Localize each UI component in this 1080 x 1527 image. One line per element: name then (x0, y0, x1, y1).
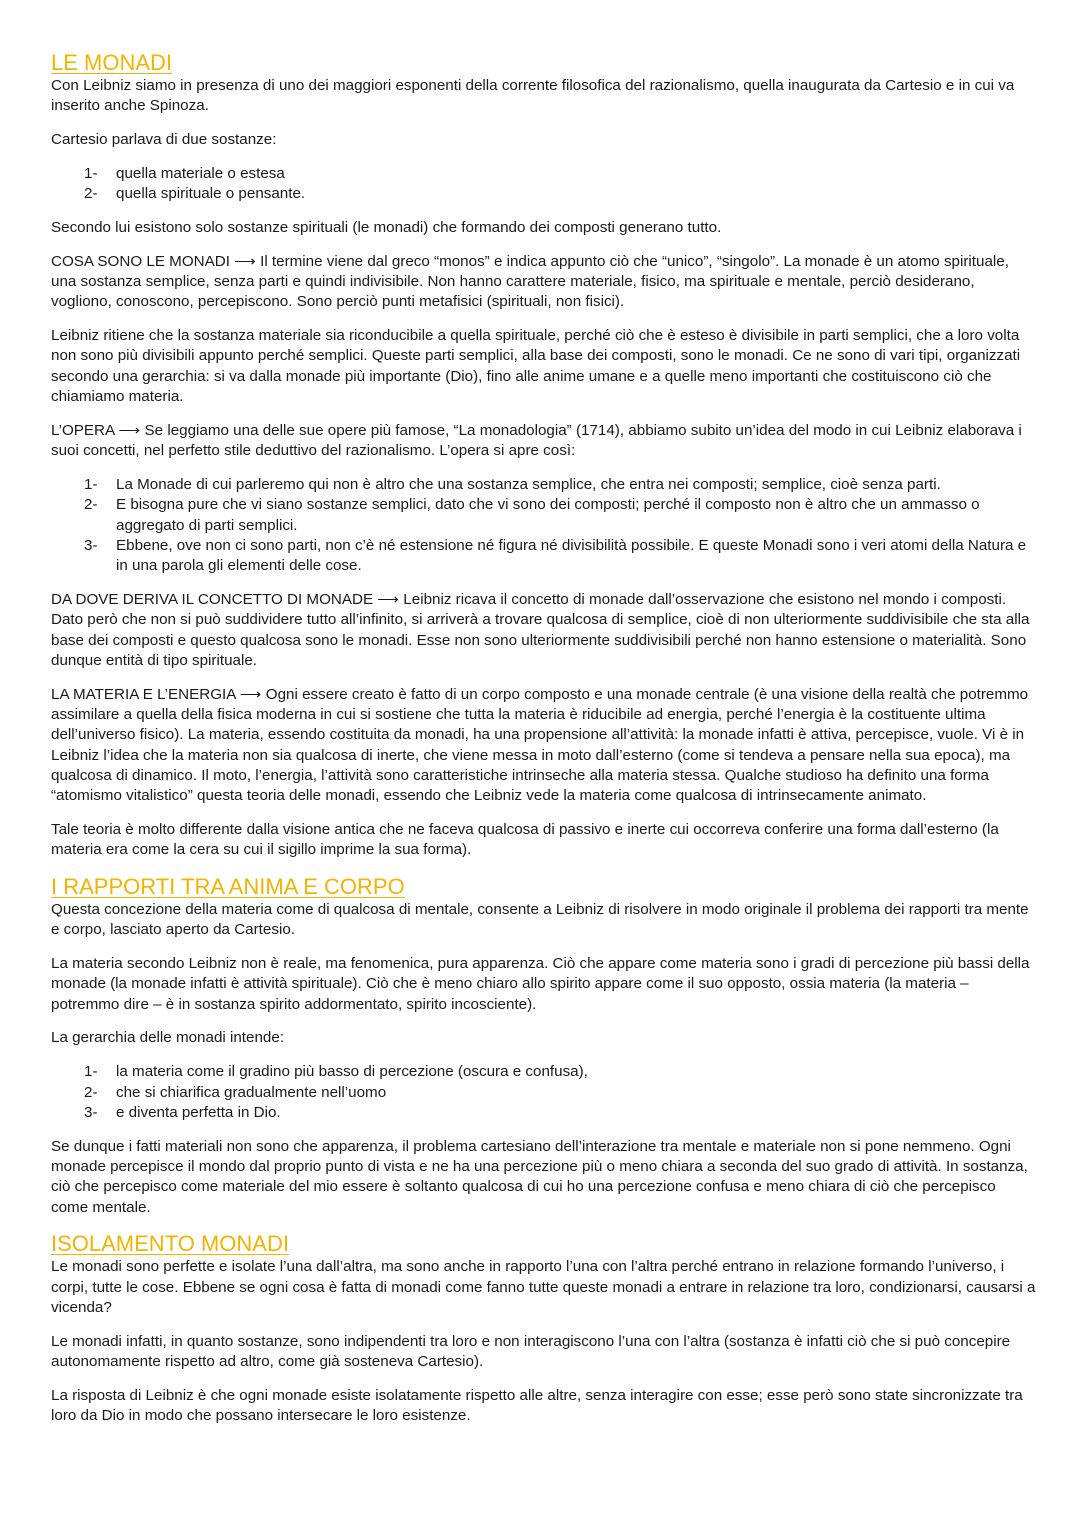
list-item-text: E bisogna pure che vi siano sostanze semplici, dato che vi sono dei composti; perché il composto non è altro che un ammasso o aggregato di parti semplici. (116, 496, 980, 534)
section-heading: I RAPPORTI TRA ANIMA E CORPO (51, 874, 405, 899)
paragraph: La risposta di Leibniz è che ogni monade esiste isolatamente rispetto alle altre, senza interagire con esse; esse però sono state sincronizzate tra loro da Dio in modo che possano intersecare le loro esistenze. (51, 1386, 1023, 1425)
list-number: 1- (84, 164, 98, 182)
list-item (51, 184, 1036, 204)
section-le-monadi (51, 50, 1036, 861)
list-number: 3- (84, 536, 98, 554)
numbered-list (51, 1062, 1036, 1123)
list-item-text: che si chiarifica gradualmente nell’uomo (116, 1083, 387, 1101)
list-number: 2- (84, 496, 98, 514)
section-rapporti-anima-corpo (51, 874, 1036, 1218)
list-item-text: La Monade di cui parleremo qui non è altro che una sostanza semplice, che entra nei composti; semplice, cioè senza parti. (116, 475, 941, 493)
document-page (51, 50, 1036, 1440)
list-item-text: e diventa perfetta in Dio. (116, 1103, 281, 1121)
list-item (51, 1062, 1036, 1082)
list-number: 1- (84, 475, 98, 493)
list-item (51, 1103, 1036, 1123)
list-item (51, 495, 1036, 536)
paragraph: La materia secondo Leibniz non è reale, ma fenomenica, pura apparenza. Ciò che appare come materia sono i gradi di percezione più bassi della monade (la monade infatti è attività spirituale). Ciò che è meno chiaro allo spirito appare come il suo opposto, ossia materia (la materia – potremmo dire – è in sostanza spirito addormentato, spirito incosciente). (51, 955, 1030, 1013)
paragraph: DA DOVE DERIVA IL CONCETTO DI MONADE ⟶ Leibniz ricava il concetto di monade dall’osservazione che esistono nel mondo i composti. Dato però che non si può suddividere tutto all’infinito, si arriverà a trovare qualcosa di semplice, cioè di non ulteriormente suddivisibile che sta alla base dei composti e questo qualcosa sono le monadi. Esse non sono ulteriormente suddivisibili perché non hanno estensione o materialità. Sono dunque entità di tipo spirituale. (51, 590, 1030, 669)
list-item-text: quella materiale o estesa (116, 164, 285, 182)
numbered-list (51, 475, 1036, 576)
paragraph: Questa concezione della materia come di qualcosa di mentale, consente a Leibniz di risolvere in modo originale il problema dei rapporti tra mente e corpo, lasciato aperto da Cartesio. (51, 901, 1029, 939)
paragraph: Tale teoria è molto differente dalla visione antica che ne faceva qualcosa di passivo e inerte cui occorreva conferire una forma dall’esterno (la materia era come la cera su cui il sigillo imprime la sua forma). (51, 820, 999, 859)
paragraph: La gerarchia delle monadi intende: (51, 1029, 285, 1047)
paragraph: Con Leibniz siamo in presenza di uno dei maggiori esponenti della corrente filosofica del razionalismo, quella inaugurata da Cartesio e in cui va inserito anche Spinoza. (51, 77, 1015, 115)
paragraph: COSA SONO LE MONADI ⟶ Il termine viene dal greco “monos” e indica appunto ciò che “unico”, “singolo”. La monade è un atomo spirituale, una sostanza semplice, senza parti e quindi indivisibile. Non hanno carattere materiale, fisico, ma spirituale e mentale, perciò desiderano, vogliono, conoscono, percepiscono. Sono perciò punti metafisici (spirituali, non fisici). (51, 252, 1009, 311)
list-number: 2- (84, 185, 98, 203)
list-item-text: quella spirituale o pensante. (116, 185, 306, 203)
paragraph: Se dunque i fatti materiali non sono che apparenza, il problema cartesiano dell’interazione tra mentale e materiale non si pone nemmeno. Ogni monade percepisce il mondo dal proprio punto di vista e ne ha una percezione più o meno chiara a seconda del suo grado di attività. In sostanza, ciò che percepisco come materiale del mio essere è soltanto qualcosa di cui ho una percezione confusa e meno chiara di ciò che percepisco come mentale. (51, 1137, 1028, 1216)
list-item (51, 164, 1036, 184)
list-item (51, 1083, 1036, 1103)
paragraph: Le monadi sono perfette e isolate l’una dall’altra, ma sono anche in rapporto l’una con l’altra perché entrano in relazione formando l’universo, i corpi, tutte le cose. Ebbene se ogni cosa è fatta di monadi come fanno tutte queste monadi a entrare in relazione tra loro, condizionarsi, causarsi a vicenda? (51, 1258, 1036, 1316)
list-number: 2- (84, 1083, 98, 1101)
list-item-text: Ebbene, ove non ci sono parti, non c’è né estensione né figura né divisibilità possibile. E queste Monadi sono i veri atomi della Natura e in una parola gli elementi delle cose. (116, 536, 1027, 575)
paragraph: LA MATERIA E L’ENERGIA ⟶ Ogni essere creato è fatto di un corpo composto e una monade centrale (è una visione della realtà che potremmo assimilare a quella della fisica moderna in cui si sostiene che tutta la materia è riducibile ad energia, perché l’energia è la costituente ultima dell’universo fisico). La materia, essendo costituita da monadi, ha una propensione all’attività: la monade infatti è attiva, percepisce, vuole. Vi è in Leibniz l’idea che la materia non sia qualcosa di inerte, che viene messa in moto dall’esterno (come si tendeva a pensare nella sua epoca), ma qualcosa di dinamico. Il moto, l’energia, l’attività sono caratteristiche intrinseche alla materia stessa. Qualche studioso ha definito una forma “atomismo vitalistico” questa teoria delle monadi, essendo che Leibniz vede la materia come qualcosa di intrinsecamente animato. (51, 685, 1029, 805)
list-item (51, 536, 1036, 577)
paragraph: L’OPERA ⟶ Se leggiamo una delle sue opere più famose, “La monadologia” (1714), abbiamo subito un’idea del modo in cui Leibniz elaborava i suoi concetti, nel perfetto stile deduttivo del razionalismo. L’opera si apre così: (51, 421, 1022, 460)
paragraph: Cartesio parlava di due sostanze: (51, 131, 277, 149)
section-isolamento-monadi (51, 1231, 1036, 1426)
list-item-text: la materia come il gradino più basso di percezione (oscura e confusa), (116, 1063, 588, 1081)
list-number: 1- (84, 1063, 98, 1081)
paragraph: Le monadi infatti, in quanto sostanze, sono indipendenti tra loro e non interagiscono l’una con l’altra (sostanza è infatti ciò che si può concepire autonomamente rispetto ad altro, come già sosteneva Cartesio). (51, 1332, 1011, 1371)
paragraph: Secondo lui esistono solo sostanze spirituali (le monadi) che formando dei composti generano tutto. (51, 218, 722, 236)
list-number: 3- (84, 1103, 98, 1121)
paragraph: Leibniz ritiene che la sostanza materiale sia riconducibile a quella spirituale, perché ciò che è esteso è divisibile in parti semplici, che a loro volta non sono più divisibili appunto perché semplici. Queste parti semplici, alla base dei composti, sono le monadi. Ce ne sono di vari tipi, organizzati secondo una gerarchia: si va dalla monade più importante (Dio), fino alle anime umane e a quelle meno importanti che costituiscono ciò che chiamiamo materia. (51, 327, 1021, 406)
section-heading: ISOLAMENTO MONADI (51, 1231, 289, 1257)
list-item (51, 475, 1036, 495)
section-heading: LE MONADI (51, 50, 173, 75)
numbered-list (51, 164, 1036, 205)
